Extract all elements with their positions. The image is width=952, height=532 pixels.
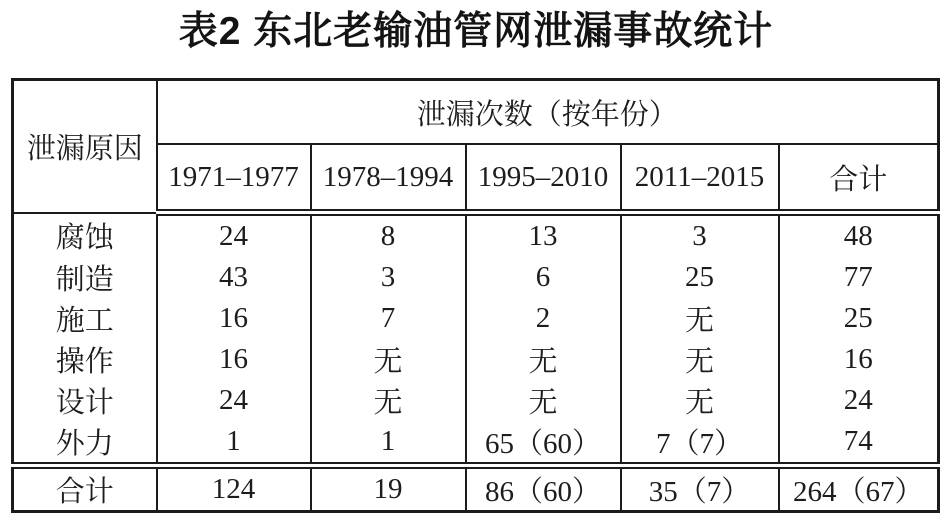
total-cell-value: 124 [157, 466, 311, 512]
cell-value: 无 [621, 380, 779, 421]
cell-value: 25 [779, 298, 939, 339]
header-row-group [13, 80, 939, 145]
table-row-external-force [13, 421, 939, 466]
cell-value: 无 [311, 380, 466, 421]
table-row-construction [13, 298, 939, 339]
total-cell-value: 264（67） [779, 466, 939, 512]
cell-value: 24 [157, 380, 311, 421]
cell-value: 无 [466, 380, 621, 421]
cell-value: 无 [621, 298, 779, 339]
row-cause-label: 制造 [13, 257, 157, 298]
table-row-manufacturing [13, 257, 939, 298]
table-header [13, 80, 939, 213]
total-row-label: 合计 [13, 466, 157, 512]
period-header-1971-1977: 1971–1977 [157, 144, 311, 213]
cell-value: 13 [466, 213, 621, 258]
cell-value: 48 [779, 213, 939, 258]
row-cause-label: 施工 [13, 298, 157, 339]
cell-value: 8 [311, 213, 466, 258]
table-row-corrosion [13, 213, 939, 258]
cell-value: 2 [466, 298, 621, 339]
cell-value: 1 [311, 421, 466, 466]
total-cell-value: 19 [311, 466, 466, 512]
period-header-1995-2010: 1995–2010 [466, 144, 621, 213]
table-data-body [13, 213, 939, 466]
cell-value: 无 [621, 339, 779, 380]
cell-value: 3 [621, 213, 779, 258]
cell-value: 43 [157, 257, 311, 298]
total-cell-value: 35（7） [621, 466, 779, 512]
cell-value: 16 [157, 298, 311, 339]
cell-value: 6 [466, 257, 621, 298]
cell-value: 77 [779, 257, 939, 298]
cell-value: 74 [779, 421, 939, 466]
cell-value: 无 [466, 339, 621, 380]
cell-value: 16 [157, 339, 311, 380]
total-column-header: 合计 [779, 144, 939, 213]
cell-value: 7（7） [621, 421, 779, 466]
period-header-2011-2015: 2011–2015 [621, 144, 779, 213]
cell-value: 16 [779, 339, 939, 380]
table-row-design [13, 380, 939, 421]
row-cause-label: 腐蚀 [13, 213, 157, 258]
cell-value: 3 [311, 257, 466, 298]
row-cause-label: 操作 [13, 339, 157, 380]
cell-value: 65（60） [466, 421, 621, 466]
table-total-section [13, 466, 939, 512]
row-cause-label: 设计 [13, 380, 157, 421]
leak-count-group-header: 泄漏次数（按年份） [157, 80, 939, 145]
period-header-1978-1994: 1978–1994 [311, 144, 466, 213]
cell-value: 7 [311, 298, 466, 339]
cell-value: 1 [157, 421, 311, 466]
cause-column-header: 泄漏原因 [13, 80, 157, 213]
cell-value: 24 [157, 213, 311, 258]
leak-statistics-table [11, 78, 940, 513]
cell-value: 25 [621, 257, 779, 298]
cell-value: 24 [779, 380, 939, 421]
total-cell-value: 86（60） [466, 466, 621, 512]
table-row-operation [13, 339, 939, 380]
table-title: 表2 东北老输油管网泄漏事故统计 [178, 10, 774, 53]
cell-value: 无 [311, 339, 466, 380]
row-cause-label: 外力 [13, 421, 157, 466]
total-row [13, 466, 939, 512]
